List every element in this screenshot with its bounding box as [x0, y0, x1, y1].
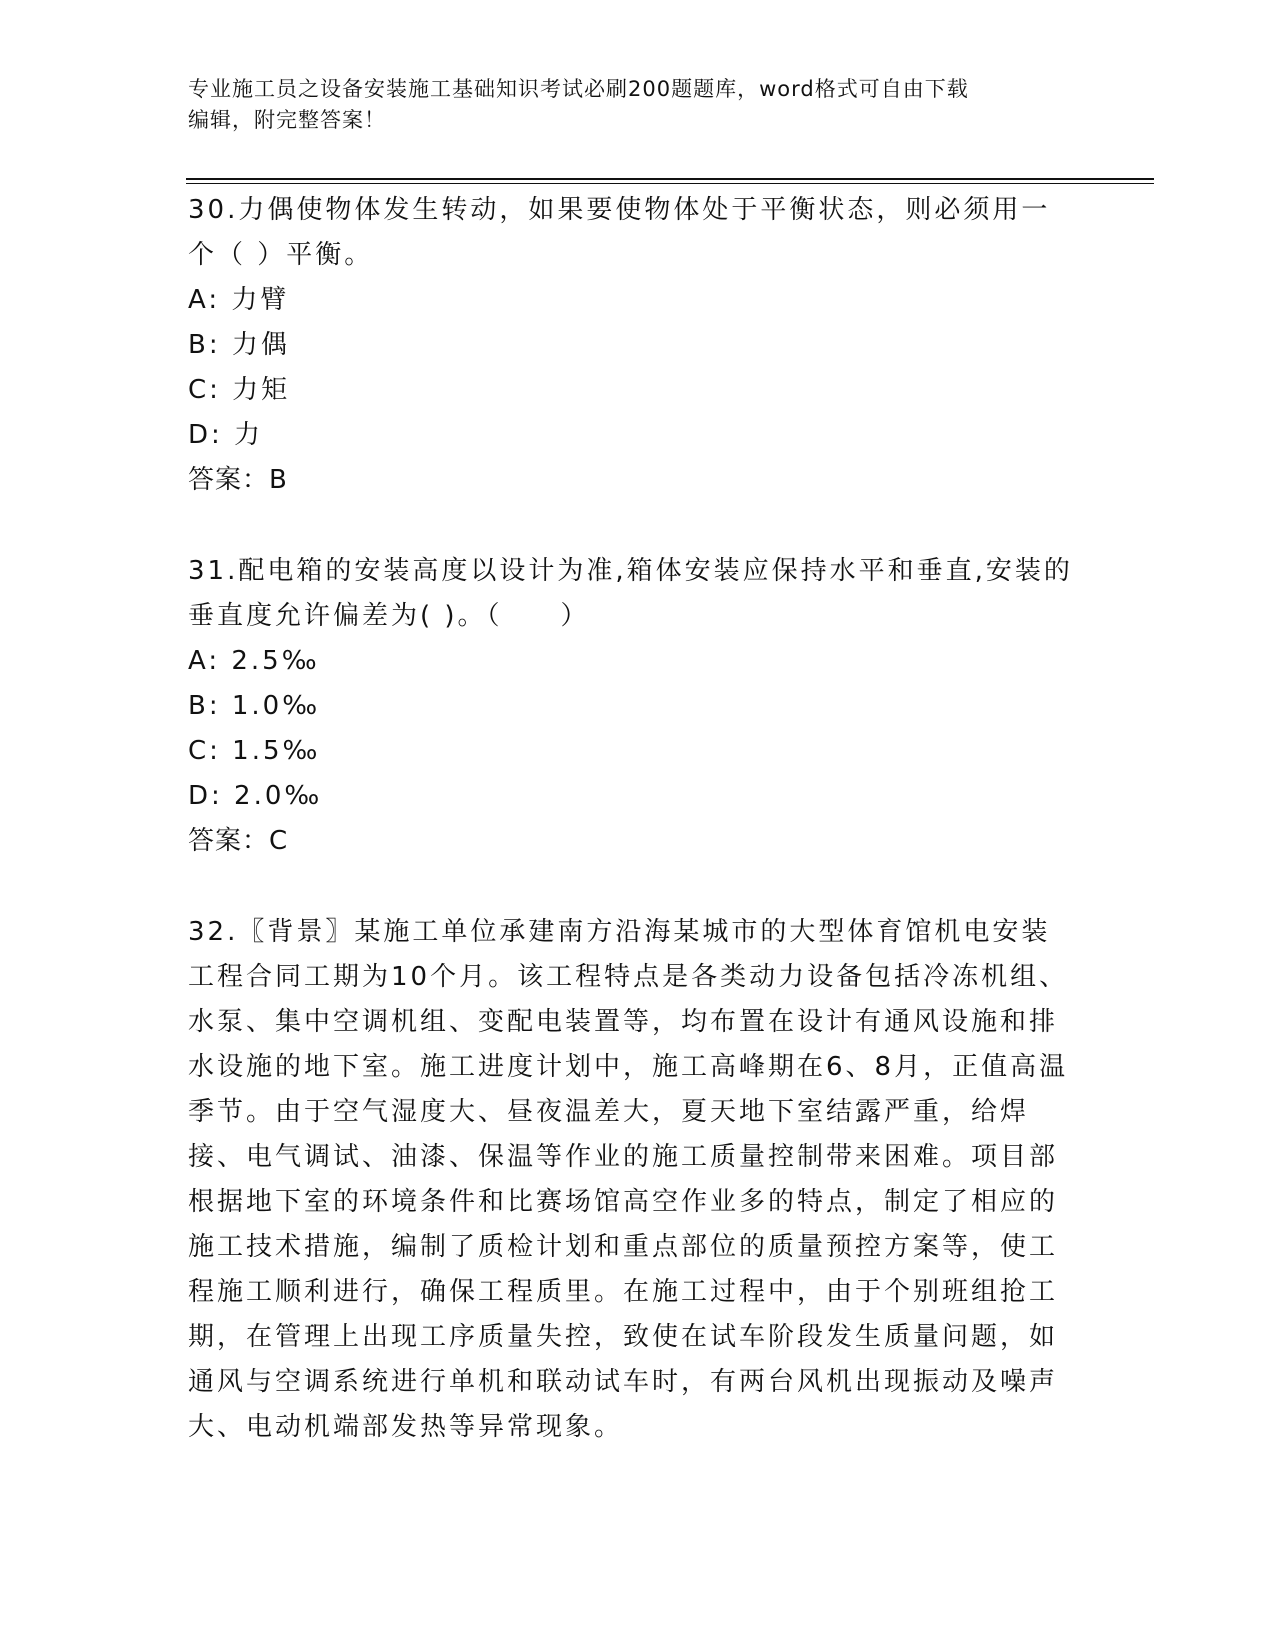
question-list — [188, 188, 1078, 1450]
question-stem: 30.力偶使物体发生转动，如果要使物体处于平衡状态，则必须用一个（ ）平衡。 — [188, 195, 1051, 270]
question-32 — [188, 910, 1078, 1450]
header-title-line-2: 编辑，附完整答案！ — [188, 108, 386, 132]
option-d: D: 2.0‰ — [188, 781, 323, 811]
header-title-line-1: 专业施工员之设备安装施工基础知识考试必刷200题题库，word格式可自由下载 — [188, 77, 969, 101]
header-divider-thin — [186, 183, 1154, 184]
question-stem: 32.〖背景〗某施工单位承建南方沿海某城市的大型体育馆机电安装工程合同工期为10个月。该工程特点是各类动力设备包括冷冻机组、水泵、集中空调机组、变配电装置等，均布置在设计有通风设施和排水设施的地下室。施工进度计划中，施工高峰期在6、8月，正值高温季节。由于空气湿度大、昼夜温差大，夏天地下室结露严重，给焊接、电气调试、油漆、保温等作业的施工质量控制带来困难。项目部根据地下室的环境条件和比赛场馆高空作业多的特点，制定了相应的施工技术措施，编制了质检计划和重点部位的质量预控方案等，使工程施工顺利进行，确保工程质里。在施工过程中，由于个别班组抢工期，在管理上出现工序质量失控，致使在试车阶段发生质量问题，如通风与空调系统进行单机和联动试车时，有两台风机出现振动及噪声大、电动机端部发热等异常现象。 — [188, 917, 1069, 1442]
document-header — [188, 74, 1068, 136]
option-b: B: 力偶 — [188, 330, 290, 360]
option-d: D: 力 — [188, 420, 264, 450]
option-c: C: 1.5‰ — [188, 736, 321, 766]
question-30 — [188, 188, 1078, 503]
option-a: A: 力臂 — [188, 285, 290, 315]
option-c: C: 力矩 — [188, 375, 291, 405]
option-b: B: 1.0‰ — [188, 691, 321, 721]
option-a: A: 2.5‰ — [188, 646, 320, 676]
answer-line: 答案：C — [188, 826, 289, 856]
header-divider-thick — [186, 178, 1154, 180]
question-stem: 31.配电箱的安装高度以设计为准,箱体安装应保持水平和垂直,安装的垂直度允许偏差为( )。（ ） — [188, 556, 1073, 631]
question-31 — [188, 549, 1078, 864]
answer-line: 答案：B — [188, 465, 288, 495]
